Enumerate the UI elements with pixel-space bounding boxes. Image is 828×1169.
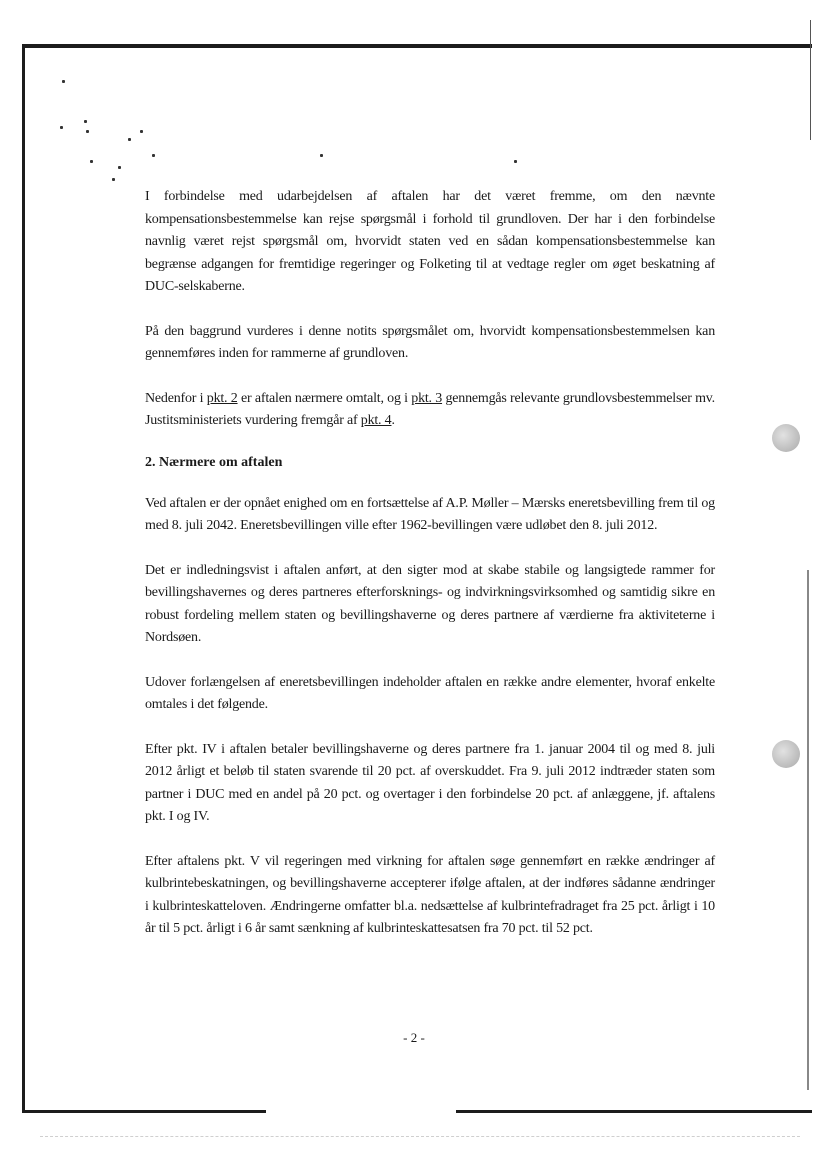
- scan-speck: [118, 166, 121, 169]
- scan-speck: [128, 138, 131, 141]
- page-frame-bottom-right: [456, 1110, 812, 1113]
- scan-edge-line-lower: [807, 570, 809, 1090]
- punch-hole-icon: [772, 424, 800, 452]
- scan-speck: [90, 160, 93, 163]
- paragraph-background: På den baggrund vurderes i denne notits spørgsmålet om, hvorvidt kompensationsbestemmelsen kan gennemføres inden for rammerne af grundloven.: [145, 323, 715, 361]
- section-link-4[interactable]: pkt. 4: [360, 413, 392, 428]
- scan-speck: [86, 130, 89, 133]
- ref-text-1: Nedenfor i: [145, 390, 204, 406]
- scan-artifact-line: [40, 1136, 800, 1138]
- document-body: [145, 186, 715, 963]
- page-number: - 2 -: [403, 1030, 425, 1045]
- paragraph-elements: Udover forlængelsen af eneretsbevillingen indeholder aftalen en række andre elementer, hvoraf enkelte omtales i det følgende.: [145, 674, 715, 712]
- section-heading: 2. Nærmere om aftalen: [145, 454, 283, 470]
- scan-speck: [60, 126, 63, 129]
- paragraph-agreement: Ved aftalen er der opnået enighed om en fortsættelse af A.P. Møller – Mærsks eneretsbevilling frem til og med 8. juli 2042. Eneretsbevillingen ville efter 1962-bevillingen være udløbet den 8. juli 2012.: [145, 495, 715, 533]
- scan-edge-line: [810, 20, 811, 140]
- scan-speck: [320, 154, 323, 157]
- section-link-3[interactable]: pkt. 3: [411, 390, 443, 406]
- paragraph-tax: Efter aftalens pkt. V vil regeringen med virkning for aftalen søge gennemført en række ændringer af kulbrintebeskatningen, og bevillingshaverne accepterer ifølge aftalen, at der indføres sådanne ændringer i kulbrinteskatteloven. Ændringerne omfatter bl.a. nedsættelse af kulbrintefradraget fra 25 pct. årligt i 10 år til 5 pct. årligt i 6 år samt sænkning af kulbrinteskattesatsen fra 70 pct. til 52 pct.: [145, 853, 715, 936]
- ref-text-3: gennemgås relevante grundlovsbestemmelser mv. Justitsministeriets vurdering fremgår af: [145, 390, 715, 428]
- section-link-2[interactable]: pkt. 2: [206, 390, 238, 406]
- paragraph-references: [145, 388, 715, 433]
- page-frame-left: [22, 44, 25, 1112]
- scan-speck: [514, 160, 517, 163]
- page-frame-top: [22, 44, 812, 48]
- punch-hole-icon: [772, 740, 800, 768]
- page-frame-bottom-left: [22, 1110, 266, 1113]
- scan-speck: [140, 130, 143, 133]
- paragraph-purpose: Det er indledningsvist i aftalen anført, at den sigter mod at skabe stabile og langsigtede rammer for bevillingshavernes og deres partneres efterforsknings- og indvirkningsvirksomhed og samtidig sikre en robust fordeling mellem staten og bevillingshaverne og deres partnere af værdierne fra aktiviteterne i Nordsøen.: [145, 562, 715, 645]
- scan-speck: [84, 120, 87, 123]
- scan-speck: [62, 80, 65, 83]
- ref-text-4: .: [391, 413, 395, 428]
- scan-speck: [112, 178, 115, 181]
- ref-text-2: er aftalen nærmere omtalt, og i: [240, 390, 408, 406]
- paragraph-intro: I forbindelse med udarbejdelsen af aftalen har det været fremme, om den nævnte kompensationsbestemmelse kan rejse spørgsmål i forhold til grundloven. Der har i den forbindelse navnlig været rejst spørgsmål om, hvorvidt staten ved en sådan kompensationsbestemmelse kan begrænse adgangen for fremtidige regeringer og Folketing til at vedtage regler om øget beskatning af DUC-selskaberne.: [145, 189, 715, 294]
- scan-speck: [152, 154, 155, 157]
- paragraph-payment: Efter pkt. IV i aftalen betaler bevillingshaverne og deres partnere fra 1. januar 2004 til og med 8. juli 2012 årligt et beløb til staten svarende til 20 pct. af overskuddet. Fra 9. juli 2012 indtræder staten som partner i DUC med en andel på 20 pct. og overtager i den forbindelse 20 pct. af anlæggene, jf. aftalens pkt. I og IV.: [145, 741, 715, 824]
